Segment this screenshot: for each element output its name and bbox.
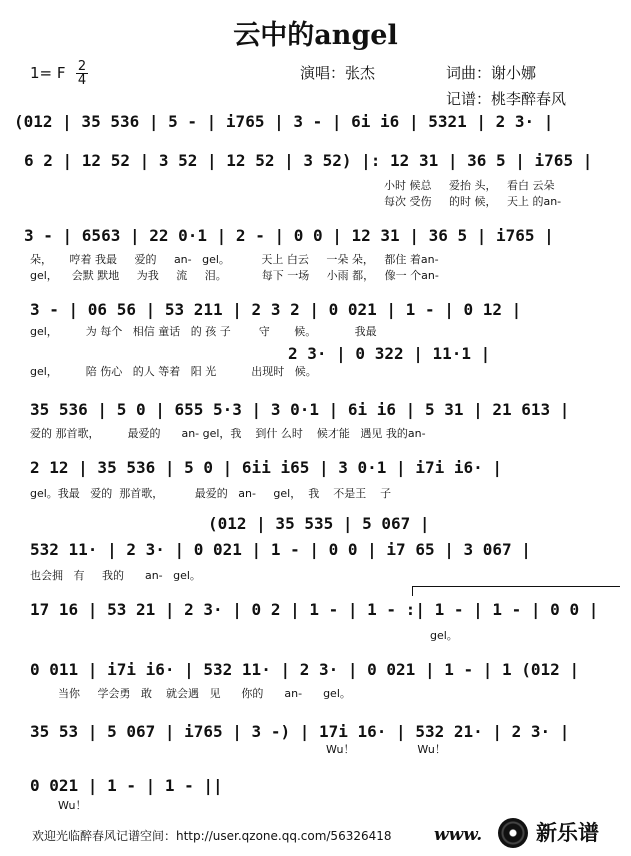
score-row-9: 17 16 | 53 21 | 2 3· | 0 2 | 1 - | 1 - :| 1 - | 1 - | 0 0 | [30, 600, 599, 619]
composer-credit: 词曲：谢小娜 [446, 64, 537, 82]
score-row-4-alt: 2 3· | 0 322 | 11·1 | [288, 344, 491, 363]
volta-bracket-edge [412, 586, 413, 596]
volta-bracket [412, 586, 620, 587]
song-title: 云中的angel [233, 20, 398, 51]
score-row-7: (012 | 35 535 | 5 067 | [208, 514, 430, 533]
score-row-1: (012 | 35 536 | 5 - | i765 | 3 - | 6i i6 | 5321 | 2 3· | [14, 112, 554, 131]
lyric-row-9: gel。 [430, 629, 458, 642]
singer-credit: 演唱：张杰 [300, 64, 376, 82]
music-disc-icon [498, 818, 528, 848]
lyric-row-5: 爱的 那首歌， 最爱的 an- gel，我 到什 么时 候才能 遇见 我的an- [30, 427, 426, 440]
lyric-row-12: Wu！ [58, 799, 87, 812]
score-row-8: 532 11· | 2 3· | 0 021 | 1 - | 0 0 | i7 65 | 3 067 | [30, 540, 531, 559]
lyric-row-2a: 小时 候总 爱抬 头， 看白 云朵 [384, 179, 555, 192]
score-row-11: 35 53 | 5 067 | i765 | 3 -) | 17i 16· | 532 21· | 2 3· | [30, 722, 570, 741]
lyric-row-4a: gel， 为 每个 相信 童话 的 孩 子 守 候。 我最 [30, 325, 377, 338]
score-row-3: 3 - | 6563 | 22 0·1 | 2 - | 0 0 | 12 31 | 36 5 | i765 | [24, 226, 554, 245]
lyric-row-2b: 每次 受伤 的时 候， 天上 的an- [384, 195, 562, 208]
lyric-row-11: Wu！ Wu！ [326, 743, 446, 756]
lyric-row-8: 也会拥 有 我的 an- gel。 [30, 569, 201, 582]
lyric-row-6: gel。我最 爱的 那首歌， 最爱的 an- gel， 我 不是王 子 [30, 487, 392, 500]
lyric-row-4b: gel， 陪 伤心 的人 等着 阳 光 出现时 候。 [30, 365, 317, 378]
time-signature: $\frac{2}{4}$ [77, 59, 87, 88]
score-row-12: 0 021 | 1 - | 1 - || [30, 776, 223, 795]
score-row-6: 2 12 | 35 536 | 5 0 | 6ii i65 | 3 0·1 | i7i i6· | [30, 458, 503, 477]
transcriber-credit: 记谱：桃李醉春风 [446, 90, 567, 108]
score-row-2: 6 2 | 12 52 | 3 52 | 12 52 | 3 52) |: 12 31 | 36 5 | i765 | [24, 151, 593, 170]
footer-www-text: www. [434, 825, 483, 845]
score-row-4: 3 - | 06 56 | 53 211 | 2 3 2 | 0 021 | 1 - | 0 12 | [30, 300, 522, 319]
lyric-row-3b: gel， 会默 默地 为我 流 泪。 每下 一场 小雨 都， 像一 个an- [30, 269, 439, 282]
lyric-row-3a: 朵， 哼着 我最 爱的 an- gel。 天上 白云 一朵 朵， 都住 着an- [30, 253, 439, 266]
lyric-row-10: 当你 学会勇 敢 就会遇 见 你的 an- gel。 [58, 687, 351, 700]
key-signature: 1= F [30, 64, 66, 82]
footer-welcome-text: 欢迎光临醉春风记谱空间：http://user.qzone.qq.com/56326418 [32, 829, 392, 843]
site-logo: 新乐谱 [536, 821, 599, 845]
score-row-10: 0 011 | i7i i6· | 532 11· | 2 3· | 0 021 | 1 - | 1 (012 | [30, 660, 580, 679]
score-row-5: 35 536 | 5 0 | 655 5·3 | 3 0·1 | 6i i6 | 5 31 | 21 613 | [30, 400, 570, 419]
